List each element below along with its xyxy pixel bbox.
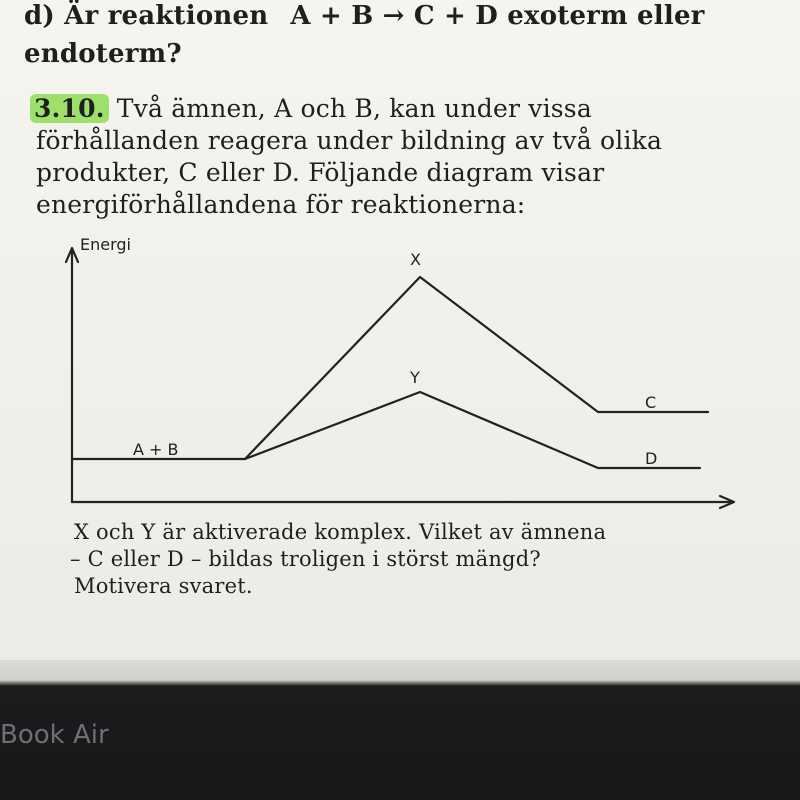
path-via-y-to-d — [245, 392, 700, 468]
exercise-line-4: energiförhållandena för reaktionerna: — [36, 190, 526, 219]
device-label: Book Air — [0, 720, 109, 750]
peak-x-label: X — [410, 250, 421, 269]
caption-line-3: Motivera svaret. — [74, 574, 253, 598]
laptop-bezel — [0, 660, 800, 800]
exercise-line-3: produkter, C eller D. Följande diagram visar — [36, 158, 605, 187]
y-axis-label: Energi — [80, 235, 131, 254]
product-c-label: C — [645, 393, 657, 412]
exercise-line-1-text: Två ämnen, A och B, kan under vissa — [108, 94, 592, 123]
product-d-label: D — [645, 449, 658, 468]
exercise-line-2: förhållanden reagera under bildning av två olika — [36, 126, 663, 155]
caption-line-1: X och Y är aktiverade komplex. Vilket av ämnena — [74, 520, 607, 544]
peak-y-label: Y — [410, 368, 420, 387]
reactants-label: A + B — [133, 440, 179, 459]
question-d-line-2: endoterm? — [24, 39, 182, 69]
question-d-text: d) Är reaktionen — [24, 1, 269, 31]
exercise-line-1 — [30, 93, 592, 125]
energy-diagram — [0, 230, 800, 520]
caption-line-2: – C eller D – bildas troligen i störst mängd? — [70, 547, 541, 571]
reaction-formula: A + B → C + D exoterm eller — [290, 1, 705, 31]
question-d-line-1 — [24, 0, 705, 32]
exercise-number: 3.10. — [30, 94, 109, 123]
